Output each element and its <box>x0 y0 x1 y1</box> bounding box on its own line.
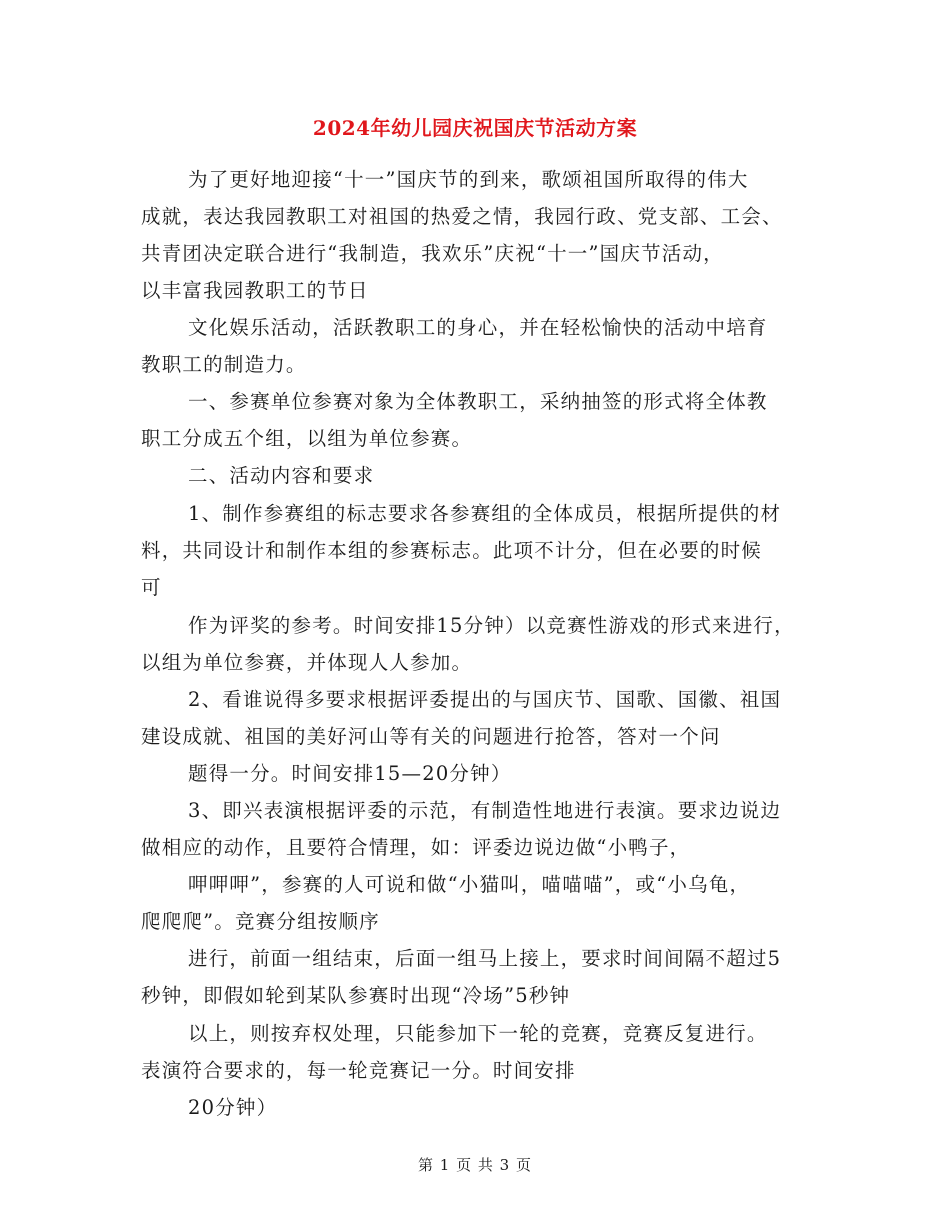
paragraph-line: 料，共同设计和制作本组的参赛标志。此项不计分，但在必要的时候 <box>141 539 763 562</box>
paragraph-line: 秒钟，即假如轮到某队参赛时出现“冷场”5秒钟 <box>141 984 571 1007</box>
paragraph-line: 爬爬爬”。竞赛分组按顺序 <box>141 910 380 933</box>
document-title: 2024年幼儿园庆祝国庆节活动方案 <box>312 116 638 140</box>
paragraph-line: 以组为单位参赛，并体现人人参加。 <box>141 651 473 674</box>
paragraph-line: 作为评奖的参考。时间安排15分钟）以竞赛性游戏的形式来进行， <box>188 614 795 637</box>
paragraph-line: 以上，则按弃权处理，只能参加下一轮的竞赛，竞赛反复进行。 <box>188 1022 768 1045</box>
paragraph-line: 以丰富我园教职工的节日 <box>141 279 369 302</box>
paragraph-line: 为了更好地迎接“十一”国庆节的到来，歌颂祖国所取得的伟大 <box>188 168 749 191</box>
paragraph-line: 可 <box>141 576 162 599</box>
paragraph-line: 文化娱乐活动，活跃教职工的身心，并在轻松愉快的活动中培育 <box>188 316 768 339</box>
paragraph-line: 进行，前面一组结束，后面一组马上接上，要求时间间隔不超过5 <box>188 947 782 970</box>
paragraph-line: 建设成就、祖国的美好河山等有关的问题进行抢答，答对一个问 <box>141 725 721 748</box>
paragraph-line: 2、看谁说得多要求根据评委提出的与国庆节、国歌、国徽、祖国 <box>188 688 782 711</box>
paragraph-line: 共青团决定联合进行“我制造，我欢乐”庆祝“十一”国庆节活动， <box>141 242 724 265</box>
paragraph-line: 3、即兴表演根据评委的示范，有制造性地进行表演。要求边说边 <box>188 799 782 822</box>
section-heading: 二、活动内容和要求 <box>188 464 375 487</box>
paragraph-line: 教职工的制造力。 <box>141 353 307 376</box>
paragraph-line: 职工分成五个组，以组为单位参赛。 <box>141 427 473 450</box>
paragraph-line: 成就，表达我园教职工对祖国的热爱之情，我园行政、党支部、工会、 <box>141 205 783 228</box>
paragraph-line: 20分钟） <box>188 1096 278 1119</box>
paragraph-line: 1、制作参赛组的标志要求各参赛组的全体成员，根据所提供的材 <box>188 502 782 525</box>
paragraph-line: 一、参赛单位参赛对象为全体教职工，采纳抽签的形式将全体教 <box>188 390 768 413</box>
paragraph-line: 做相应的动作，且要符合情理，如：评委边说边做“小鸭子， <box>141 836 691 859</box>
paragraph-line: 呷呷呷”，参赛的人可说和做“小猫叫，喵喵喵”，或“小乌龟， <box>188 873 751 896</box>
paragraph-line: 题得一分。时间安排15—20分钟） <box>188 762 512 785</box>
page-number-footer: 第 1 页 共 3 页 <box>418 1156 532 1174</box>
paragraph-line: 表演符合要求的，每一轮竞赛记一分。时间安排 <box>141 1059 576 1082</box>
